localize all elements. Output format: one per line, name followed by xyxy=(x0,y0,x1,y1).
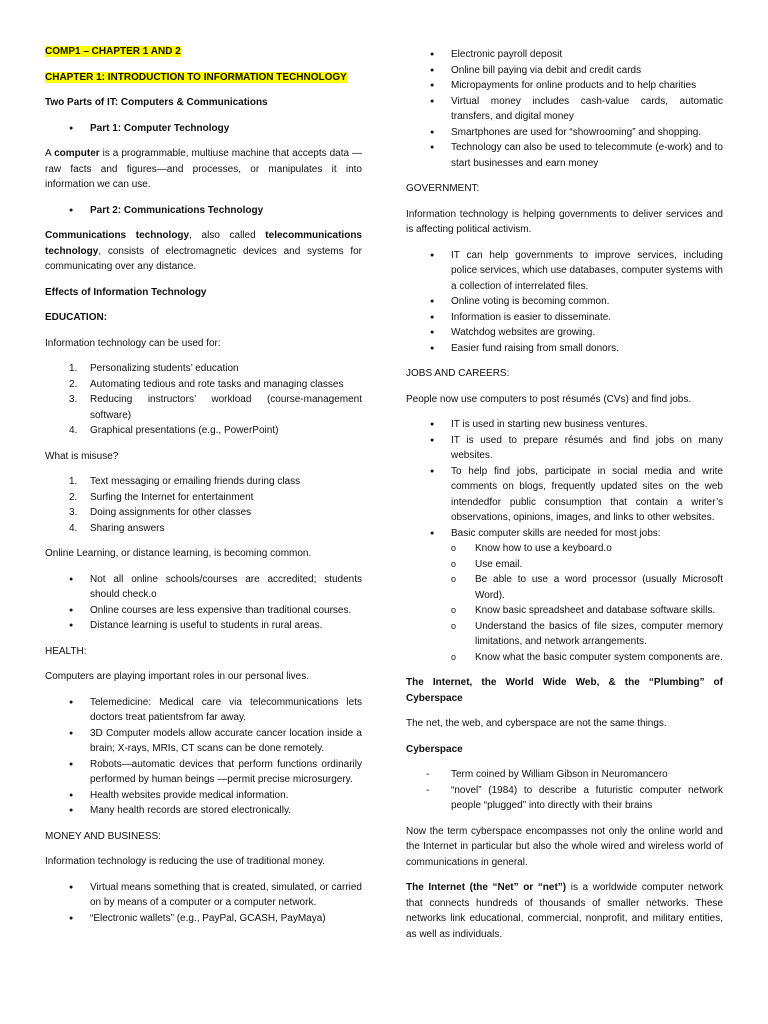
list-item: ● Many health records are stored electronically. xyxy=(45,803,362,819)
cyberspace-list xyxy=(406,767,723,814)
list-item: 4. Graphical presentations (e.g., PowerPoint) xyxy=(69,425,279,436)
list-item: ● Robots—automatic devices that perform functions ordinarily performed by human beings —permit precise microsurgery. xyxy=(45,757,362,788)
part2-heading: ● Part 2: Communications Technology xyxy=(45,203,362,219)
list-item: ● To help find jobs, participate in social media and write comments on blogs, frequently updated sites on the web intendedfor public consumption that contain a writer’s observations, opinions, images, and links to other websites. xyxy=(406,464,723,526)
list-item: ● Online courses are less expensive than traditional courses. xyxy=(45,603,362,619)
government-heading: GOVERNMENT: xyxy=(406,183,480,194)
list-item: ● Information is easier to disseminate. xyxy=(406,310,723,326)
internet-definition: The Internet (the “Net” or “net”) is a worldwide computer network that connects hundreds of thousands of smaller networks. These networks link educational, commercial, nonprofit, and military entities, as well as individuals. xyxy=(406,882,723,940)
list-item: ● Virtual means something that is created, simulated, or carried on by means of a computer or a computer network. xyxy=(45,880,362,911)
jobs-intro: People now use computers to post résumés (CVs) and find jobs. xyxy=(406,393,692,405)
money-list-right xyxy=(406,47,723,171)
comm-definition: Communications technology, also called telecommunications technology, consists of electromagnetic devices and systems for communicating over any distance. xyxy=(45,230,362,272)
two-parts-heading: Two Parts of IT: Computers & Communications xyxy=(45,97,268,108)
list-item: ● Distance learning is useful to students in rural areas. xyxy=(45,618,362,634)
government-intro: Information technology is helping governments to deliver services and is affecting political activism. xyxy=(406,208,723,235)
list-item: o Use email. xyxy=(451,557,723,573)
misuse-list xyxy=(45,474,362,536)
list-item: 3. Doing assignments for other classes xyxy=(69,507,252,518)
chapter-heading: CHAPTER 1: INTRODUCTION TO INFORMATION TECHNOLOGY xyxy=(45,71,347,83)
list-item: ● “Electronic wallets” (e.g., PayPal, GCASH, PayMaya) xyxy=(45,911,362,927)
right-column xyxy=(406,47,723,952)
list-item: ● Micropayments for online products and to help charities xyxy=(406,78,723,94)
list-item: ● Telemedicine: Medical care via telecommunications lets doctors treat patientsfrom far away. xyxy=(45,695,362,726)
list-item: o Know basic spreadsheet and database software skills. xyxy=(451,603,723,619)
health-intro: Computers are playing important roles in our personal lives. xyxy=(45,671,310,682)
list-item: 2. Surfing the Internet for entertainment xyxy=(69,491,254,503)
misuse-question: What is misuse? xyxy=(45,450,119,462)
list-item: o Be able to use a word processor (usually Microsoft Word). xyxy=(451,572,723,603)
online-learning-intro: Online Learning, or distance learning, is becoming common. xyxy=(45,548,312,559)
money-heading: MONEY AND BUSINESS: xyxy=(45,830,161,842)
list-item xyxy=(406,526,723,666)
list-item: - Term coined by William Gibson in Neuromancero xyxy=(406,767,723,783)
education-intro: Information technology can be used for: xyxy=(45,337,221,349)
net-web-text: The net, the web, and cyberspace are not the same things. xyxy=(406,718,667,729)
list-item: ● Virtual money includes cash-value cards, automatic transfers, and digital money xyxy=(406,94,723,125)
doc-title: COMP1 – CHAPTER 1 AND 2 xyxy=(45,46,181,57)
health-heading: HEALTH: xyxy=(45,645,87,657)
list-item: o Understand the basics of file sizes, computer memory limitations, and network arrangements. xyxy=(451,619,723,650)
list-item: 2. Automating tedious and rote tasks and managing classes xyxy=(69,378,344,390)
list-item: ● IT can help governments to improve services, including police services, which use databases, computer systems with a collection of interrelated files. xyxy=(406,248,723,295)
list-item: ● Electronic payroll deposit xyxy=(406,47,723,63)
health-list xyxy=(45,695,362,819)
cyberspace-paragraph: Now the term cyberspace encompasses not only the online world and the Internet in particular but also the whole wired and wireless world of communications in general. xyxy=(406,825,723,868)
jobs-list xyxy=(406,417,723,665)
list-item: 3. Reducing instructors’ workload (course-management software) xyxy=(69,394,362,421)
list-item: ● Watchdog websites are growing. xyxy=(406,325,723,341)
skills-sublist xyxy=(451,541,723,665)
list-item: 1. Text messaging or emailing friends during class xyxy=(69,476,301,487)
list-item: ● Not all online schools/courses are accredited; students should check.o xyxy=(45,572,362,603)
computer-definition: A computer is a programmable, multiuse machine that accepts data —raw facts and figures—and processes, or manipulates it into information we can use. xyxy=(45,148,362,190)
internet-heading: The Internet, the World Wide Web, & the “Plumbing” of Cyberspace xyxy=(406,677,723,704)
effects-heading: Effects of Information Technology xyxy=(45,286,207,298)
government-list xyxy=(406,248,723,357)
list-item: ● IT is used in starting new business ventures. xyxy=(406,417,723,433)
list-item: ● Smartphones are used for “showrooming” and shopping. xyxy=(406,125,723,141)
list-item: 4. Sharing answers xyxy=(69,522,165,534)
basic-skills-label: Basic computer skills are needed for most jobs: xyxy=(451,527,661,539)
list-item: ● 3D Computer models allow accurate cancer location inside a brain; X-rays, MRIs, CT scans can be done remotely. xyxy=(45,726,362,757)
cyberspace-heading: Cyberspace xyxy=(406,743,463,755)
left-column xyxy=(45,44,362,936)
list-item: - “novel” (1984) to describe a futuristic computer network people “plugged” into directly with their brains xyxy=(406,783,723,814)
list-item: ● IT is used to prepare résumés and find jobs on many websites. xyxy=(406,433,723,464)
list-item: o Know what the basic computer system components are. xyxy=(451,650,723,666)
list-item: o Know how to use a keyboard.o xyxy=(451,541,723,557)
part1-heading: ● Part 1: Computer Technology xyxy=(45,121,362,137)
list-item: ● Technology can also be used to telecommute (e-work) and to start businesses and earn money xyxy=(406,140,723,171)
list-item: 1. Personalizing students’ education xyxy=(69,363,239,374)
list-item: ● Online bill paying via debit and credit cards xyxy=(406,63,723,79)
money-intro: Information technology is reducing the use of traditional money. xyxy=(45,856,325,867)
jobs-heading: JOBS AND CAREERS: xyxy=(406,368,510,379)
education-heading: EDUCATION: xyxy=(45,312,108,323)
online-learning-list xyxy=(45,572,362,634)
education-uses-list xyxy=(45,361,362,439)
list-item: ● Health websites provide medical information. xyxy=(45,788,362,804)
money-list-left xyxy=(45,880,362,927)
list-item: ● Online voting is becoming common. xyxy=(406,294,723,310)
list-item: ● Easier fund raising from small donors. xyxy=(406,341,723,357)
